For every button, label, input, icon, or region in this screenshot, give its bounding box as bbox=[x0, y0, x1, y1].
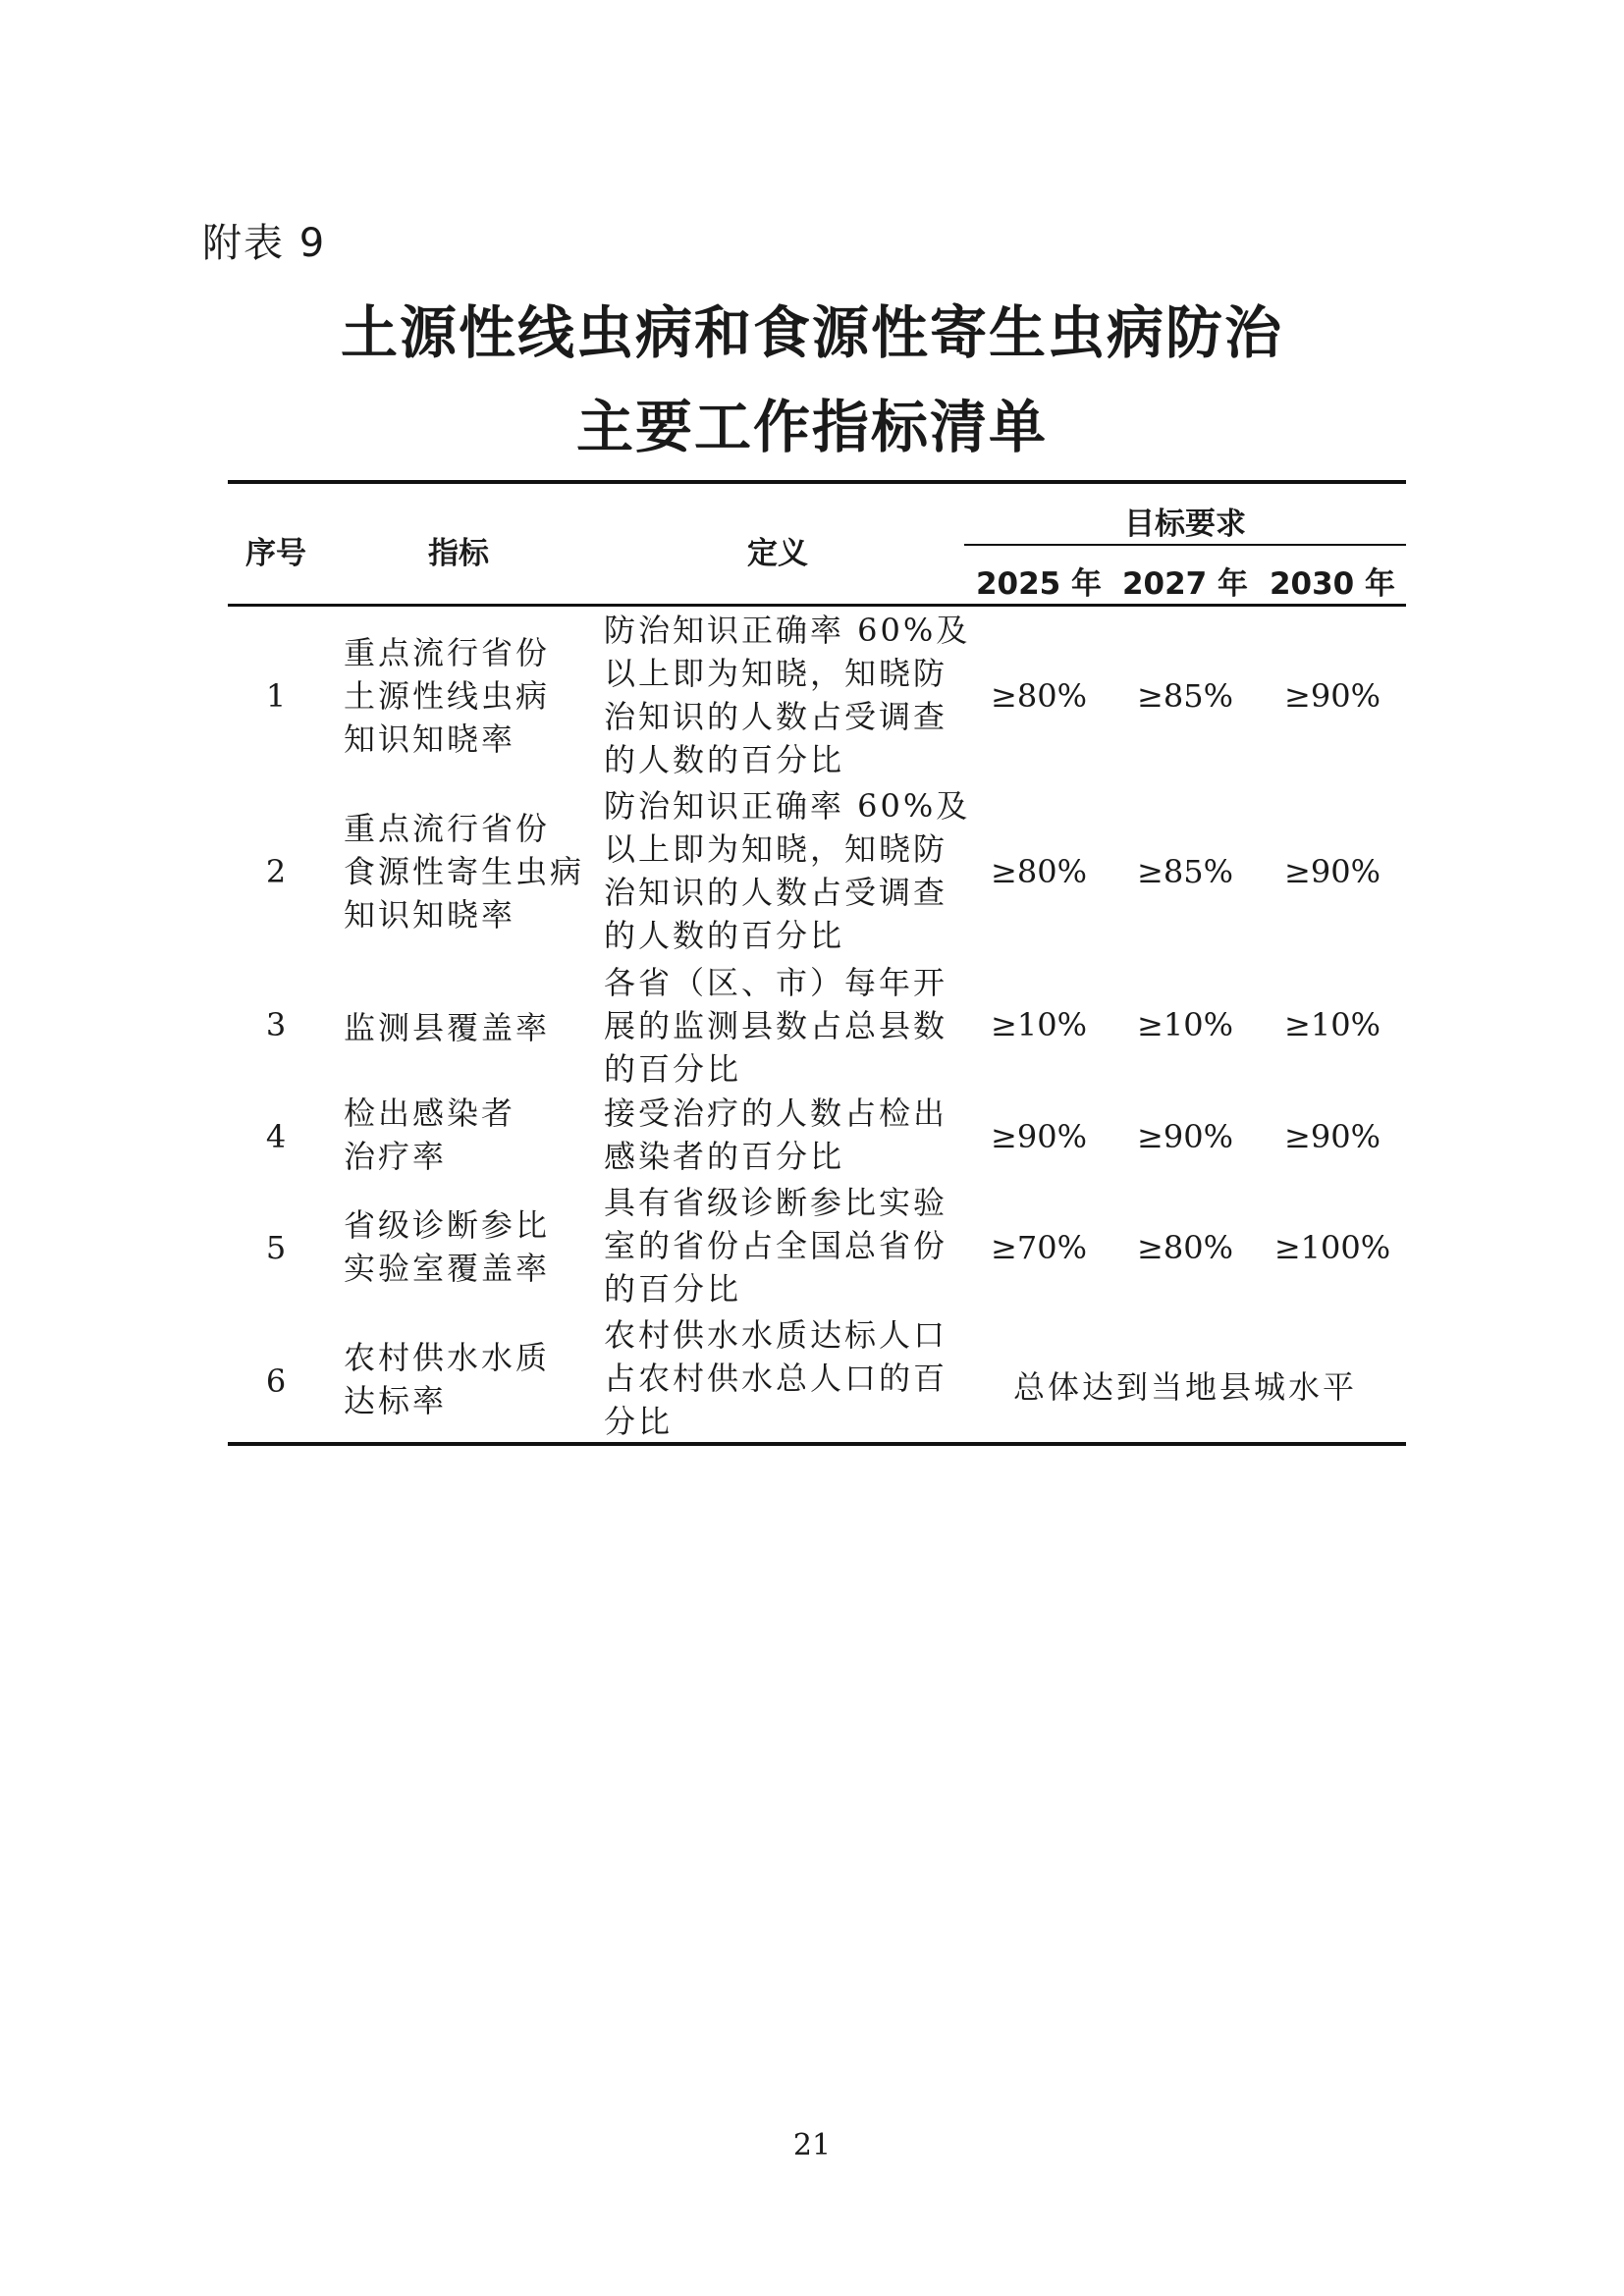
row-definition: 防治知识正确率 60%及 以上即为知晓，知晓防 治知识的人数占受调查 的人数的百分比 bbox=[604, 612, 971, 778]
row-indicator: 农村供水水质 达标率 bbox=[344, 1339, 551, 1419]
target-2027: ≥90% bbox=[1137, 1118, 1233, 1155]
target-2030: ≥90% bbox=[1284, 1118, 1380, 1155]
target-2030: ≥90% bbox=[1284, 677, 1380, 715]
row-definition: 农村供水水质达标人口 占农村供水总人口的百 分比 bbox=[604, 1316, 948, 1440]
target-2030: ≥10% bbox=[1284, 1006, 1380, 1043]
target-2025: ≥70% bbox=[991, 1229, 1087, 1266]
row-number: 5 bbox=[265, 1229, 287, 1266]
row-number: 4 bbox=[265, 1118, 287, 1155]
appendix-label: 附表 9 bbox=[202, 221, 327, 266]
header-year-2027: 2027 年 bbox=[1121, 566, 1249, 602]
target-2027: ≥85% bbox=[1137, 853, 1233, 890]
table-header-rule bbox=[228, 604, 1406, 607]
table-top-rule bbox=[228, 480, 1406, 484]
table-target-subrule bbox=[964, 544, 1406, 546]
target-2027: ≥80% bbox=[1137, 1229, 1233, 1266]
row-number: 6 bbox=[265, 1362, 287, 1400]
header-definition: 定义 bbox=[747, 536, 808, 571]
target-2030: ≥90% bbox=[1284, 853, 1380, 890]
row-indicator: 监测县覆盖率 bbox=[344, 1009, 551, 1046]
target-merged: 总体达到当地县城水平 bbox=[1012, 1368, 1358, 1406]
row-indicator: 检出感染者 治疗率 bbox=[344, 1095, 516, 1175]
target-2027: ≥85% bbox=[1137, 677, 1233, 715]
header-year-2030: 2030 年 bbox=[1269, 566, 1396, 602]
target-2025: ≥90% bbox=[991, 1118, 1087, 1155]
row-indicator: 重点流行省份 食源性寄生虫病 知识知晓率 bbox=[344, 810, 585, 934]
row-indicator: 重点流行省份 土源性线虫病 知识知晓率 bbox=[344, 634, 551, 758]
row-definition: 防治知识正确率 60%及 以上即为知晓，知晓防 治知识的人数占受调查 的人数的百分比 bbox=[604, 787, 971, 954]
target-2027: ≥10% bbox=[1137, 1006, 1233, 1043]
row-definition: 接受治疗的人数占检出 感染者的百分比 bbox=[604, 1095, 948, 1175]
document-title-line-1: 土源性线虫病和食源性寄生虫病防治 bbox=[340, 299, 1283, 366]
row-indicator: 省级诊断参比 实验室覆盖率 bbox=[344, 1206, 551, 1287]
row-number: 2 bbox=[265, 853, 287, 890]
row-definition: 各省（区、市）每年开 展的监测县数占总县数 的百分比 bbox=[604, 964, 948, 1088]
document-title-line-2: 主要工作指标清单 bbox=[575, 394, 1048, 460]
target-2025: ≥80% bbox=[991, 677, 1087, 715]
header-no: 序号 bbox=[245, 536, 306, 571]
header-indicator: 指标 bbox=[428, 536, 489, 571]
header-targets: 目标要求 bbox=[1124, 507, 1246, 542]
row-definition: 具有省级诊断参比实验 室的省份占全国总省份 的百分比 bbox=[604, 1184, 948, 1308]
target-2025: ≥10% bbox=[991, 1006, 1087, 1043]
target-2025: ≥80% bbox=[991, 853, 1087, 890]
page-number: 21 bbox=[792, 2128, 832, 2163]
row-number: 3 bbox=[265, 1006, 287, 1043]
header-year-2025: 2025 年 bbox=[975, 566, 1103, 602]
target-2030: ≥100% bbox=[1273, 1229, 1391, 1266]
row-number: 1 bbox=[265, 677, 287, 715]
